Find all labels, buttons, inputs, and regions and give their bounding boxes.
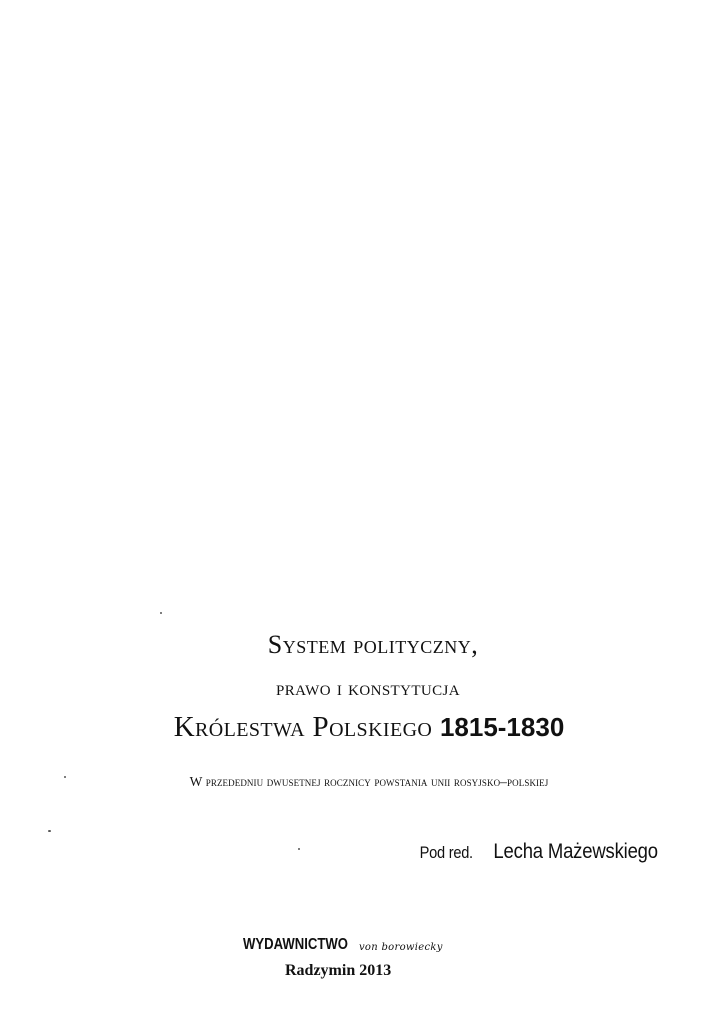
scan-speck	[160, 612, 162, 614]
publisher-label: WYDAWNICTWO	[243, 936, 348, 953]
publisher-script-logo: von borowiecky	[358, 942, 443, 953]
editor-credit	[411, 840, 658, 864]
scan-speck	[298, 848, 300, 850]
editor-name: Lecha Mażewskiego	[493, 840, 658, 863]
publisher-line	[243, 936, 443, 954]
book-title-kingdom: Królestwa Polskiego	[173, 711, 433, 743]
editor-prefix: Pod red.	[419, 843, 473, 862]
scan-speck	[48, 830, 51, 832]
book-title-line-3	[6, 711, 726, 744]
book-subtitle: W przededniu dwusetnej rocznicy powstania unii rosyjsko–polskiej	[189, 774, 549, 789]
publication-place-year: Radzymin 2013	[285, 962, 392, 979]
book-title-line-2: prawo i konstytucja	[275, 675, 461, 700]
book-title-years: 1815-1830	[439, 712, 565, 742]
book-title-line-1: System polityczny,	[267, 630, 479, 659]
